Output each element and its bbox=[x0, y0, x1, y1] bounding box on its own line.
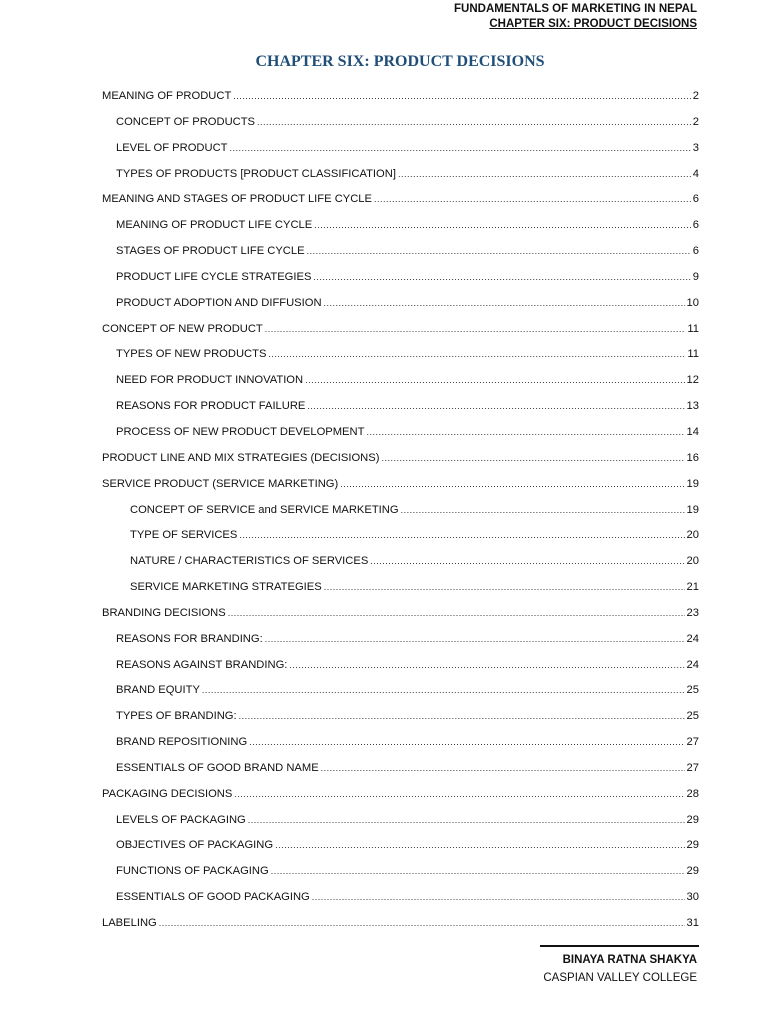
toc-entry-page: 24 bbox=[686, 632, 699, 645]
toc-entry[interactable] bbox=[102, 110, 699, 136]
toc-leader-dots bbox=[234, 782, 684, 808]
toc-entry-label: LEVELS OF PACKAGING bbox=[116, 813, 246, 826]
toc-leader-dots bbox=[233, 84, 690, 110]
toc-entry-page: 6 bbox=[692, 245, 699, 258]
toc-entry-label: NEED FOR PRODUCT INNOVATION bbox=[116, 374, 304, 387]
toc-entry-label: PROCESS OF NEW PRODUCT DEVELOPMENT bbox=[116, 425, 365, 438]
toc-entry-label: LABELING bbox=[102, 917, 157, 929]
toc-entry-label: LEVEL OF PRODUCT bbox=[116, 141, 228, 154]
toc-leader-dots bbox=[398, 162, 691, 188]
toc-entry-page: 6 bbox=[692, 219, 699, 232]
toc-entry-label: REASONS FOR BRANDING: bbox=[116, 632, 263, 645]
toc-entry[interactable] bbox=[102, 730, 699, 756]
table-of-contents bbox=[102, 84, 699, 937]
page-title: CHAPTER SIX: PRODUCT DECISIONS bbox=[255, 53, 545, 70]
toc-entry[interactable] bbox=[102, 162, 699, 188]
toc-entry-page: 11 bbox=[687, 348, 699, 361]
toc-entry-page: 16 bbox=[686, 451, 699, 464]
toc-entry[interactable] bbox=[102, 859, 699, 885]
toc-entry-page: 2 bbox=[692, 90, 699, 102]
toc-entry-page: 13 bbox=[686, 400, 699, 413]
toc-entry[interactable] bbox=[102, 833, 699, 859]
toc-entry-label: PRODUCT LINE AND MIX STRATEGIES (DECISIONS) bbox=[102, 451, 380, 464]
footer-divider bbox=[540, 945, 699, 947]
toc-entry[interactable] bbox=[102, 368, 699, 394]
toc-entry-page: 31 bbox=[686, 917, 699, 929]
toc-entry-label: PRODUCT ADOPTION AND DIFFUSION bbox=[116, 296, 322, 309]
toc-entry[interactable] bbox=[102, 472, 699, 498]
toc-entry-label: PRODUCT LIFE CYCLE STRATEGIES bbox=[116, 270, 312, 283]
toc-entry-page: 19 bbox=[686, 503, 699, 516]
toc-entry-page: 29 bbox=[686, 839, 699, 852]
toc-entry-page: 19 bbox=[686, 477, 699, 490]
toc-leader-dots bbox=[229, 136, 690, 162]
institution-name: CASPIAN VALLEY COLLEGE bbox=[543, 972, 697, 984]
toc-entry-page: 29 bbox=[686, 865, 699, 878]
toc-entry-label: TYPE OF SERVICES bbox=[130, 529, 238, 542]
toc-leader-dots bbox=[381, 446, 684, 472]
toc-entry-label: BRAND REPOSITIONING bbox=[116, 736, 248, 749]
toc-entry-label: TYPES OF PRODUCTS [PRODUCT CLASSIFICATION] bbox=[116, 167, 396, 180]
toc-entry[interactable] bbox=[102, 678, 699, 704]
toc-entry[interactable] bbox=[102, 317, 699, 343]
toc-entry[interactable] bbox=[102, 498, 699, 524]
toc-entry[interactable] bbox=[102, 394, 699, 420]
toc-leader-dots bbox=[374, 187, 691, 213]
toc-entry-label: MEANING OF PRODUCT LIFE CYCLE bbox=[116, 219, 313, 232]
toc-leader-dots bbox=[239, 704, 685, 730]
toc-entry[interactable] bbox=[102, 291, 699, 317]
toc-entry-page: 6 bbox=[692, 193, 699, 206]
toc-entry[interactable] bbox=[102, 239, 699, 265]
toc-entry[interactable] bbox=[102, 601, 699, 627]
toc-entry[interactable] bbox=[102, 187, 699, 213]
toc-leader-dots bbox=[321, 756, 685, 782]
toc-leader-dots bbox=[257, 110, 691, 136]
toc-entry[interactable] bbox=[102, 782, 699, 808]
toc-entry[interactable] bbox=[102, 84, 699, 110]
toc-entry[interactable] bbox=[102, 808, 699, 834]
toc-entry[interactable] bbox=[102, 885, 699, 911]
toc-leader-dots bbox=[289, 653, 684, 679]
toc-entry-label: CONCEPT OF SERVICE and SERVICE MARKETING bbox=[130, 503, 399, 516]
toc-entry-page: 12 bbox=[686, 374, 699, 387]
toc-entry-page: 21 bbox=[686, 581, 699, 594]
toc-entry-page: 20 bbox=[686, 555, 699, 568]
author-name: BINAYA RATNA SHAKYA bbox=[562, 954, 697, 966]
toc-entry[interactable] bbox=[102, 136, 699, 162]
toc-entry-page: 27 bbox=[686, 736, 699, 749]
toc-entry-label: TYPES OF BRANDING: bbox=[116, 710, 237, 723]
toc-entry-page: 10 bbox=[686, 296, 699, 309]
toc-entry-label: OBJECTIVES OF PACKAGING bbox=[116, 839, 274, 852]
toc-entry-label: STAGES OF PRODUCT LIFE CYCLE bbox=[116, 245, 305, 258]
toc-entry-label: NATURE / CHARACTERISTICS OF SERVICES bbox=[130, 555, 369, 568]
toc-entry-label: CONCEPT OF NEW PRODUCT bbox=[102, 322, 263, 335]
toc-entry-page: 11 bbox=[687, 322, 699, 335]
toc-entry-label: BRANDING DECISIONS bbox=[102, 606, 226, 619]
toc-entry-page: 2 bbox=[692, 115, 699, 128]
toc-leader-dots bbox=[249, 730, 684, 756]
toc-entry[interactable] bbox=[102, 213, 699, 239]
toc-entry[interactable] bbox=[102, 420, 699, 446]
toc-entry-label: SERVICE PRODUCT (SERVICE MARKETING) bbox=[102, 477, 339, 490]
toc-leader-dots bbox=[314, 213, 691, 239]
toc-leader-dots bbox=[340, 472, 684, 498]
toc-leader-dots bbox=[268, 342, 685, 368]
toc-entry-page: 23 bbox=[686, 606, 699, 619]
toc-entry[interactable] bbox=[102, 342, 699, 368]
toc-entry-page: 28 bbox=[686, 787, 699, 800]
toc-entry-label: CONCEPT OF PRODUCTS bbox=[116, 115, 256, 128]
toc-leader-dots bbox=[305, 368, 684, 394]
toc-entry-label: REASONS AGAINST BRANDING: bbox=[116, 658, 288, 671]
toc-leader-dots bbox=[275, 833, 684, 859]
chapter-header: CHAPTER SIX: PRODUCT DECISIONS bbox=[489, 18, 697, 30]
toc-entry-label: PACKAGING DECISIONS bbox=[102, 787, 233, 800]
toc-leader-dots bbox=[271, 859, 685, 885]
toc-leader-dots bbox=[239, 523, 684, 549]
toc-entry-label: BRAND EQUITY bbox=[116, 684, 200, 697]
toc-leader-dots bbox=[248, 808, 685, 834]
toc-leader-dots bbox=[159, 911, 685, 937]
toc-entry-page: 27 bbox=[686, 761, 699, 774]
toc-entry[interactable] bbox=[102, 265, 699, 291]
toc-entry-page: 25 bbox=[686, 710, 699, 723]
running-header bbox=[454, 2, 697, 32]
toc-entry-page: 4 bbox=[692, 167, 699, 180]
toc-entry[interactable] bbox=[102, 756, 699, 782]
toc-entry-label: ESSENTIALS OF GOOD PACKAGING bbox=[116, 891, 310, 904]
toc-entry[interactable] bbox=[102, 446, 699, 472]
toc-leader-dots bbox=[202, 678, 685, 704]
toc-entry-page: 24 bbox=[686, 658, 699, 671]
toc-leader-dots bbox=[401, 498, 685, 524]
toc-entry[interactable] bbox=[102, 549, 699, 575]
toc-leader-dots bbox=[324, 291, 685, 317]
toc-entry-label: MEANING OF PRODUCT bbox=[102, 90, 232, 102]
toc-leader-dots bbox=[265, 627, 685, 653]
toc-leader-dots bbox=[265, 317, 686, 343]
toc-entry-label: REASONS FOR PRODUCT FAILURE bbox=[116, 400, 306, 413]
toc-entry-page: 3 bbox=[692, 141, 699, 154]
toc-entry[interactable] bbox=[102, 911, 699, 937]
toc-leader-dots bbox=[312, 885, 685, 911]
toc-entry-page: 20 bbox=[686, 529, 699, 542]
toc-entry-page: 29 bbox=[686, 813, 699, 826]
toc-entry[interactable] bbox=[102, 575, 699, 601]
toc-entry-page: 25 bbox=[686, 684, 699, 697]
book-title: FUNDAMENTALS OF MARKETING IN NEPAL bbox=[454, 3, 697, 15]
toc-leader-dots bbox=[366, 420, 684, 446]
toc-entry[interactable] bbox=[102, 704, 699, 730]
toc-leader-dots bbox=[324, 575, 685, 601]
toc-entry-page: 9 bbox=[692, 270, 699, 283]
toc-leader-dots bbox=[307, 394, 684, 420]
toc-entry-page: 30 bbox=[686, 891, 699, 904]
footer bbox=[543, 951, 697, 987]
toc-leader-dots bbox=[313, 265, 690, 291]
toc-entry-label: FUNCTIONS OF PACKAGING bbox=[116, 865, 269, 878]
toc-leader-dots bbox=[307, 239, 691, 265]
toc-entry-label: TYPES OF NEW PRODUCTS bbox=[116, 348, 267, 361]
toc-entry-label: SERVICE MARKETING STRATEGIES bbox=[130, 581, 322, 594]
toc-entry-page: 14 bbox=[686, 425, 699, 438]
toc-entry-label: MEANING AND STAGES OF PRODUCT LIFE CYCLE bbox=[102, 193, 372, 206]
toc-leader-dots bbox=[370, 549, 684, 575]
toc-leader-dots bbox=[228, 601, 685, 627]
toc-entry[interactable] bbox=[102, 627, 699, 653]
toc-entry[interactable] bbox=[102, 653, 699, 679]
toc-entry-label: ESSENTIALS OF GOOD BRAND NAME bbox=[116, 761, 319, 774]
toc-entry[interactable] bbox=[102, 523, 699, 549]
